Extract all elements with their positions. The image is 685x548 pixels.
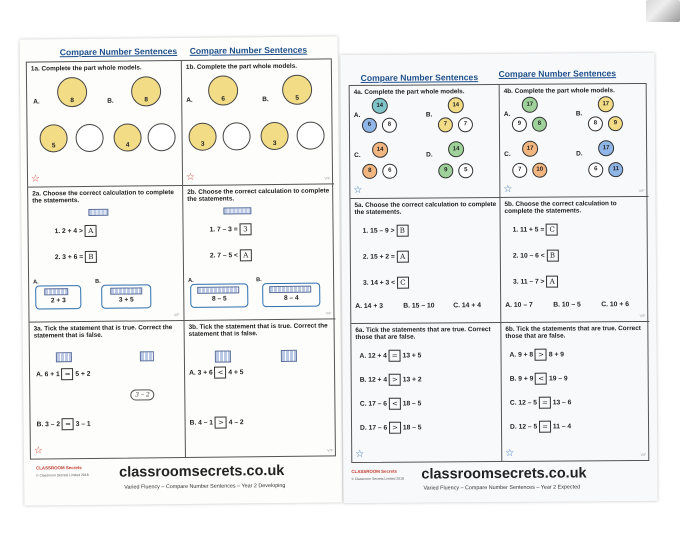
worksheet-developing (20, 36, 343, 505)
part-circle: 8 (362, 164, 377, 179)
label-b: B. (107, 97, 114, 105)
statement-row (513, 276, 558, 288)
page-title-right: Compare Number Sentences (189, 44, 308, 56)
star-icon: ☆ (503, 183, 513, 195)
part-circle-answer (75, 124, 103, 152)
base-ten-blocks (110, 287, 142, 294)
statement-text: 1. 15 – 9 > (362, 227, 395, 235)
sign-box[interactable]: > (389, 422, 401, 434)
statement-row (513, 250, 559, 262)
base-ten-blocks (44, 288, 68, 295)
part-circle-answer: 8 (382, 118, 397, 133)
question-4b-text: 4b. Complete the part whole models. (503, 87, 615, 95)
statement-text: 1. 2 + 4 > (54, 227, 83, 236)
footer-subtitle: Varied Fluency – Compare Number Sentences – Year 2 Developing (124, 482, 286, 491)
statement-row (513, 224, 559, 236)
part-circle: 7 (438, 117, 453, 132)
brand-logo: CLASSROOM Secrets (36, 465, 82, 471)
star-icon: ☆ (185, 171, 196, 183)
question-5a-text: 5a. Choose the correct calculation to complete the statements. (354, 201, 497, 217)
part-circle-answer: 8 (588, 116, 603, 131)
label-c: C. (504, 150, 511, 158)
question-1a-text: 1a. Complete the part whole models. (30, 64, 142, 73)
answer-box[interactable]: C (397, 277, 409, 289)
question-3a (30, 321, 186, 459)
statement-right: 4 – 2 (228, 419, 244, 427)
part-circle: 11 (608, 162, 623, 177)
part-circle-answer: 7 (458, 117, 473, 132)
statement-text: 1. 11 + 5 = (512, 226, 545, 234)
copyright: © Classroom Secrets Limited 2018 (351, 476, 404, 482)
statement-row (360, 374, 422, 386)
whole-circle (282, 75, 312, 105)
sign-box[interactable]: < (535, 373, 547, 385)
statement-row (189, 366, 244, 379)
question-6a (351, 323, 502, 462)
whole-circle (57, 77, 87, 107)
question-4a-text: 4a. Complete the part whole models. (353, 88, 465, 97)
answer-box[interactable]: A (546, 276, 558, 288)
whole-value: 8 (144, 96, 149, 104)
question-4a (350, 85, 501, 199)
copyright: © Classroom Secrets Limited 2018 (36, 472, 89, 478)
tag: V/F (325, 311, 332, 316)
statement-row (360, 422, 422, 434)
part-circle: 8 (532, 117, 547, 132)
statement-left: A. 9 + 8 (509, 351, 534, 359)
page-title-right: Compare Number Sentences (498, 68, 617, 79)
option-b[interactable]: B. 15 – 10 (403, 302, 435, 310)
question-grid (349, 83, 650, 463)
sign-box[interactable]: > (535, 349, 547, 361)
statement-right: 13 + 5 (402, 352, 422, 360)
whole-value: 8 (70, 97, 75, 105)
part-value: 5 (51, 142, 56, 150)
whole-circle (208, 75, 238, 105)
whole-circle: 17 (598, 140, 614, 156)
whole-value: 6 (221, 95, 226, 103)
part-circle (188, 123, 216, 151)
tag: V/F (639, 313, 646, 319)
answer-box[interactable]: B (396, 225, 408, 237)
question-5b (500, 197, 649, 323)
statement-text: 2. 7 – 5 < (209, 252, 238, 260)
star-icon: ☆ (505, 447, 515, 459)
question-2b (183, 184, 335, 321)
sign-box[interactable]: = (61, 368, 73, 380)
statement-right: 3 – 1 (75, 420, 91, 428)
part-circle: 6 (362, 118, 377, 133)
question-grid (26, 58, 336, 459)
answer-box[interactable]: A (397, 251, 409, 263)
sign-box[interactable]: = (62, 418, 74, 430)
star-icon: ☆ (355, 448, 365, 461)
option-b[interactable] (101, 284, 151, 309)
answer-box[interactable]: B (85, 251, 97, 263)
option-label: B. (256, 277, 262, 284)
statement-left: B. 3 – 2 (36, 421, 61, 429)
question-3a-text: 3a. Tick the statement that is true. Correct the statement that is false. (33, 324, 173, 340)
question-2a (28, 186, 184, 323)
statement-text: 3. 14 + 3 < (363, 279, 396, 287)
statement-row (510, 421, 571, 433)
part-circle-answer: 5 (458, 163, 473, 178)
statement-left: A. 12 + 4 (359, 352, 387, 360)
question-2a-text: 2a. Choose the correct calculation to complete the statements. (32, 189, 174, 205)
sign-box[interactable]: = (539, 397, 551, 409)
option-a[interactable]: A. 14 + 3 (355, 302, 384, 311)
statement-row (210, 249, 252, 261)
statement-left: A. 3 + 6 (189, 369, 213, 377)
page-title-left: Compare Number Sentences (360, 72, 479, 83)
option-a[interactable] (35, 285, 81, 309)
part-circle (39, 124, 67, 152)
option-a[interactable] (190, 283, 248, 308)
statement-right: 18 – 5 (402, 400, 422, 408)
website-url: classroomsecrets.co.uk (119, 462, 285, 481)
tag: V/F (327, 448, 333, 453)
statement-row (55, 251, 97, 263)
label-b: B. (575, 110, 583, 118)
statement-text: 3. 11 – 7 > (513, 278, 545, 286)
part-value: 3 (200, 140, 205, 148)
part-circle-answer (147, 123, 175, 151)
part-circle-answer: 6 (382, 164, 397, 179)
option-label: A. (33, 279, 39, 286)
question-5a (350, 198, 501, 324)
question-1b-text: 1b. Complete the part whole models. (185, 62, 298, 71)
statement-right: 19 – 9 (549, 375, 568, 383)
part-value: 3 (272, 139, 277, 148)
question-3b (185, 319, 337, 457)
whole-circle: 17 (598, 96, 614, 112)
tag: V/F (324, 176, 331, 181)
star-icon: ☆ (30, 173, 41, 185)
statement-row (510, 396, 572, 408)
website-url: classroomsecrets.co.uk (421, 465, 587, 483)
question-4b (500, 84, 649, 198)
part-circle (113, 123, 141, 151)
statement-text: 2. 3 + 6 = (54, 253, 84, 262)
part-circle (260, 122, 288, 150)
footer-subtitle: Varied Fluency – Compare Number Sentences – Year 2 Expected (423, 484, 581, 492)
option-b[interactable] (262, 283, 320, 308)
question-6b (501, 322, 650, 461)
statement-left: C. 17 – 6 (359, 400, 388, 408)
statement-row (363, 251, 409, 263)
statement-text: 2. 15 + 2 = (362, 253, 395, 261)
page-title-left: Compare Number Sentences (59, 46, 178, 58)
base-ten-blocks (56, 352, 72, 362)
sign-box[interactable]: = (389, 350, 401, 362)
statement-row (190, 416, 244, 429)
statement-right: 5 + 2 (75, 370, 91, 378)
statement-row (363, 225, 409, 237)
base-ten-blocks (197, 286, 239, 293)
handwritten-correction: 3 – 2 (130, 389, 155, 400)
sign-box[interactable]: > (389, 374, 401, 386)
statement-right: 11 – 4 (552, 423, 572, 431)
base-ten-blocks (215, 350, 231, 362)
statement-row (55, 225, 97, 237)
label-d: D. (426, 151, 433, 159)
statement-row (510, 373, 568, 385)
part-circle-answer: 7 (512, 163, 527, 178)
whole-circle: 17 (522, 141, 538, 157)
question-1b (182, 59, 334, 186)
statement-row (360, 398, 422, 410)
statement-right: 18 – 5 (402, 424, 422, 432)
worksheet-expected (340, 53, 657, 503)
statement-row (363, 277, 409, 289)
part-circle-answer: 6 (588, 162, 603, 177)
label-a: A. (503, 110, 511, 118)
base-ten-blocks (88, 209, 108, 216)
base-ten-blocks (281, 350, 297, 362)
question-3b-text: 3b. Tick the statement that is true. Correct the statement that is false. (188, 322, 328, 339)
whole-circle (131, 76, 161, 106)
tag: V/F (640, 452, 647, 458)
sign-box[interactable]: < (389, 398, 401, 410)
sign-box[interactable]: < (214, 367, 226, 379)
statement-right: 8 + 9 (548, 351, 564, 359)
option-text: 8 – 4 (283, 294, 299, 302)
answer-box[interactable]: A (85, 225, 97, 237)
label-a: A. (353, 111, 361, 120)
base-ten-blocks (269, 286, 311, 293)
whole-value: 5 (295, 94, 300, 102)
statement-left: B. 9 + 9 (509, 375, 534, 383)
tag: V/F (173, 313, 180, 318)
statement-left: C. 12 – 5 (509, 399, 538, 407)
tag: V/F (638, 188, 645, 194)
statement-row (36, 368, 91, 381)
statement-left: A. 6 + 1 (36, 371, 60, 379)
label-b: B. (262, 96, 269, 104)
sign-box[interactable]: > (215, 417, 227, 429)
brand-logo: CLASSROOM Secrets (351, 468, 398, 475)
answer-box[interactable]: C (546, 224, 558, 236)
label-c: C. (354, 151, 361, 160)
option-label: A. (188, 277, 194, 284)
question-6b-text: 6b. Tick the statements that are true. Correct those that are false. (505, 325, 641, 341)
statement-text: 1. 7 – 3 = (209, 226, 238, 234)
pen-cap (646, 0, 680, 22)
whole-circle: 17 (522, 97, 538, 113)
part-circle: 9 (608, 116, 623, 131)
option-b[interactable]: B. 10 – 5 (553, 301, 581, 309)
part-circle-answer (222, 122, 250, 150)
answer-box[interactable]: A (240, 249, 252, 261)
option-c[interactable]: C. 10 + 6 (601, 301, 629, 309)
answer-box[interactable]: B (546, 250, 558, 262)
whole-circle: 14 (372, 98, 388, 114)
label-b: B. (425, 111, 433, 119)
label-a: A. (186, 96, 193, 104)
statement-left: D. 12 – 5 (510, 423, 538, 431)
statement-row (37, 418, 91, 431)
part-value: 4 (125, 141, 130, 149)
star-icon: ☆ (353, 184, 363, 197)
option-label: B. (95, 278, 101, 285)
part-circle: 9 (438, 163, 453, 178)
question-5b-text: 5b. Choose the correct calculation to complete the statements. (504, 200, 617, 216)
base-ten-blocks (223, 207, 251, 214)
whole-circle: 14 (372, 142, 388, 158)
statement-right: 13 + 2 (402, 376, 422, 384)
statement-right: 13 – 6 (552, 399, 572, 407)
option-c[interactable]: C. 14 + 4 (453, 302, 481, 310)
statement-left: B. 4 – 1 (189, 419, 214, 427)
whole-circle: 14 (448, 141, 464, 157)
part-circle-answer: 9 (512, 117, 527, 132)
whole-circle: 14 (448, 97, 464, 113)
statement-right: 4 + 5 (228, 369, 244, 377)
option-a[interactable]: A. 10 – 7 (505, 301, 533, 309)
option-text: 8 – 5 (211, 295, 227, 303)
part-circle-answer (296, 121, 324, 149)
star-icon: ☆ (33, 445, 43, 457)
statement-row (509, 349, 563, 361)
question-2b-text: 2b. Choose the correct calculation to complete the statements. (187, 187, 330, 204)
label-d: D. (576, 150, 583, 158)
statement-left: D. 17 – 6 (360, 424, 388, 432)
answer-box[interactable]: 3 (239, 223, 251, 235)
statement-text: 2. 10 – 6 < (512, 252, 545, 260)
part-circle: 10 (532, 163, 547, 178)
option-text: 2 + 3 (50, 297, 66, 305)
base-ten-blocks (140, 351, 154, 361)
question-1a (27, 61, 183, 188)
question-6a-text: 6a. Tick the statements that are true. Correct those that are false. (355, 326, 491, 342)
option-text: 3 + 5 (118, 296, 134, 304)
statement-left: B. 12 + 4 (359, 376, 388, 384)
label-a: A. (33, 98, 40, 106)
statement-row (210, 223, 252, 235)
statement-row (359, 350, 421, 362)
sign-box[interactable]: = (539, 421, 551, 433)
